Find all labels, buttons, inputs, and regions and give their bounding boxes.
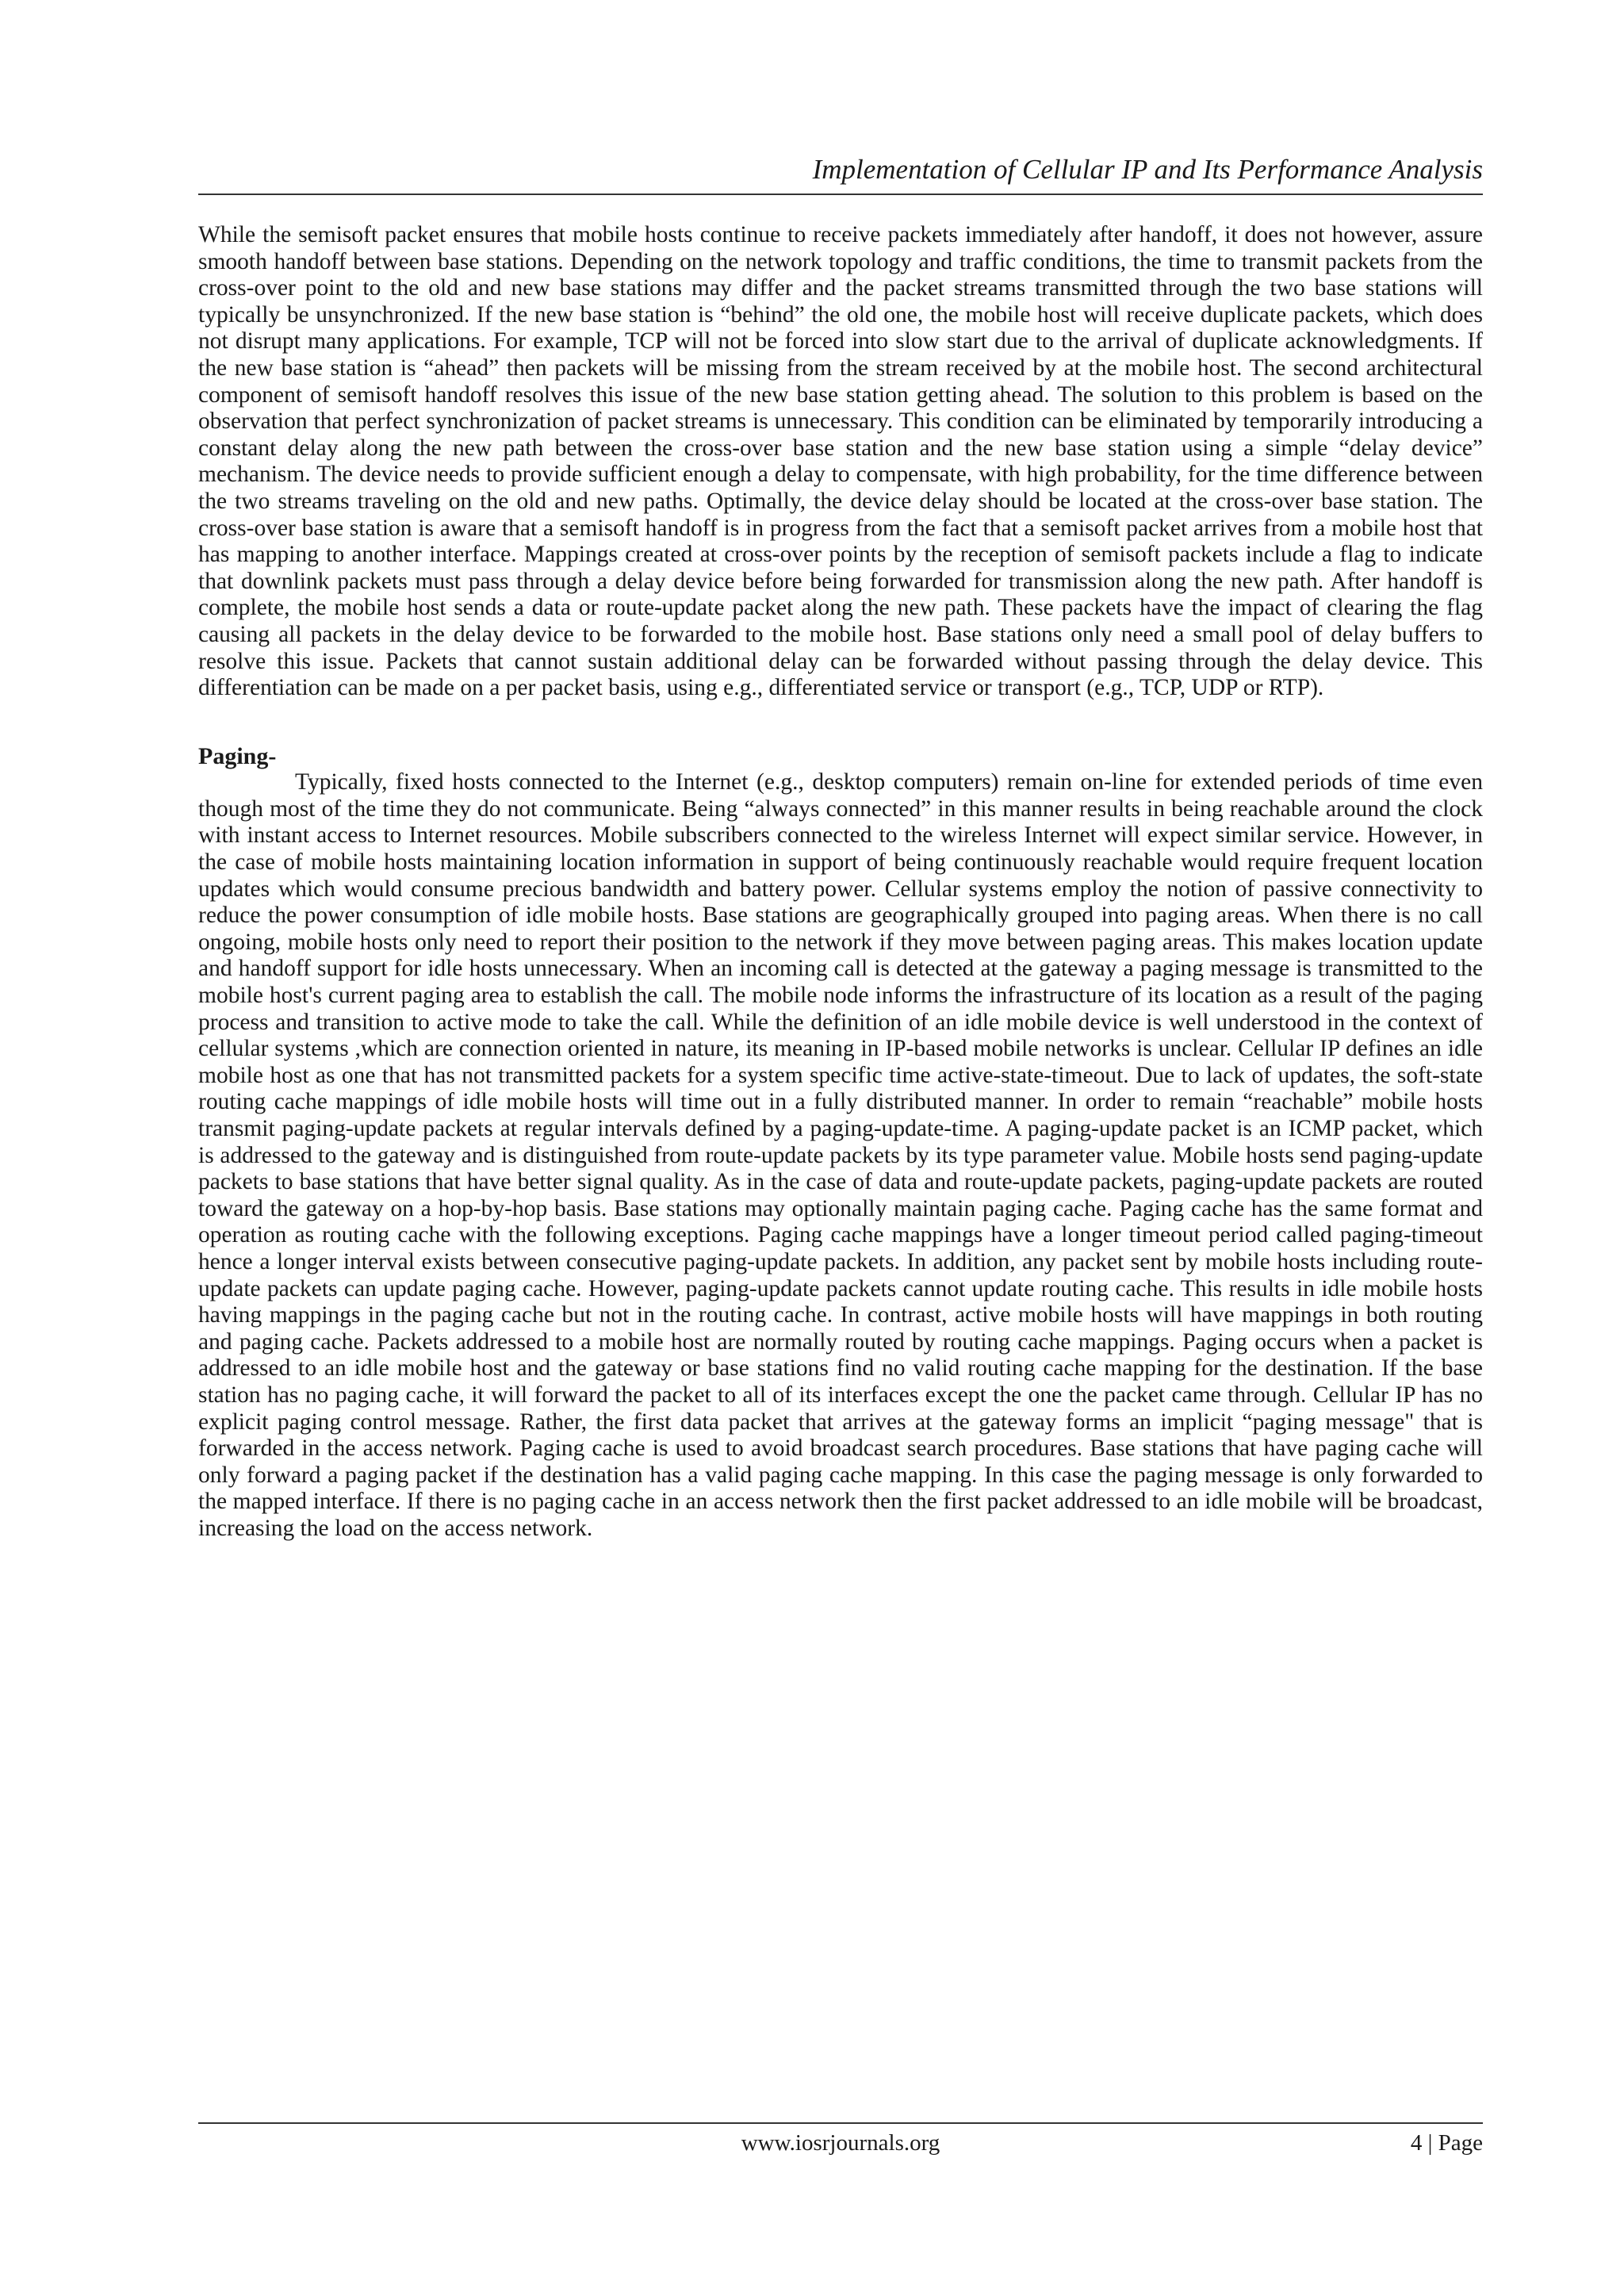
footer-page-number: 4 | Page bbox=[1410, 2130, 1483, 2156]
section-heading-paging: Paging- bbox=[198, 742, 277, 769]
body-paragraph-paging: Typically, fixed hosts connected to the Internet (e.g., desktop computers) remain on-line for extended periods of time even though most of the time they do not communicate. Being “always connected” in this manner results in being reachable around the clock with instant access to Internet resources. Mobile subscribers connected to the wireless Internet will expect similar service. However, in the case of mobile hosts maintaining location information in support of being continuously reachable would require frequent location updates which would consume precious bandwidth and battery power. Cellular systems employ the notion of passive connectivity to reduce the power consumption of idle mobile hosts. Base stations are geographically grouped into paging areas. When there is no call ongoing, mobile hosts only need to report their position to the network if they move between paging areas. This makes location update and handoff support for idle hosts unnecessary. When an incoming call is detected at the gateway a paging message is transmitted to the mobile host's current paging area to establish the call. The mobile node informs the infrastructure of its location as a result of the paging process and transition to active mode to take the call. While the definition of an idle mobile device is well understood in the context of cellular systems ,which are connection oriented in nature, its meaning in IP-based mobile networks is unclear. Cellular IP defines an idle mobile host as one that has not transmitted packets for a system specific time active-state-timeout. Due to lack of updates, the soft-state routing cache mappings of idle mobile hosts will time out in a fully distributed manner. In order to remain “reachable” mobile hosts transmit paging-update packets at regular intervals defined by a paging-update-time. A paging-update packet is an ICMP packet, which is addressed to the gateway and is distinguished from route-update packets by its type parameter value. Mobile hosts send paging-update packets to base stations that have better signal quality. As in the case of data and route-update packets, paging-update packets are routed toward the gateway on a hop-by-hop basis. Base stations may optionally maintain paging cache. Paging cache has the same format and operation as routing cache with the following exceptions. Paging cache mappings have a longer timeout period called paging-timeout hence a longer interval exists between consecutive paging-update packets. In addition, any packet sent by mobile hosts including route-update packets can update paging cache. However, paging-update packets cannot update routing cache. This results in idle mobile hosts having mappings in the paging cache but not in the routing cache. In contrast, active mobile hosts will have mappings in both routing and paging cache. Packets addressed to a mobile host are normally routed by routing cache mappings. Paging occurs when a packet is addressed to an idle mobile host and the gateway or base stations find no valid routing cache mapping for the destination. If the base station has no paging cache, it will forward the packet to all of its interfaces except the one the packet came through. Cellular IP has no explicit paging control message. Rather, the first data packet that arrives at the gateway forms an implicit “paging message" that is forwarded in the access network. Paging cache is used to avoid broadcast search procedures. Base stations that have paging cache will only forward a paging packet if the destination has a valid paging cache mapping. In this case the paging message is only forwarded to the mapped interface. If there is no paging cache in an access network then the first packet addressed to an idle mobile will be broadcast, increasing the load on the access network. bbox=[198, 769, 1483, 1541]
article-body bbox=[198, 222, 1483, 1543]
footer-journal-url[interactable]: www.iosrjournals.org bbox=[741, 2130, 940, 2156]
running-header-title: Implementation of Cellular IP and Its Performance Analysis bbox=[812, 154, 1483, 185]
header-divider bbox=[198, 194, 1483, 195]
footer-divider bbox=[198, 2122, 1483, 2124]
body-paragraph-semisoft-handoff: While the semisoft packet ensures that mobile hosts continue to receive packets immediately after handoff, it does not however, assure smooth handoff between base stations. Depending on the network topology and traffic conditions, the time to transmit packets from the cross-over point to the old and new base stations may differ and the packet streams transmitted through the two base stations will typically be unsynchronized. If the new base station is “behind” the old one, the mobile host will receive duplicate packets, which does not disrupt many applications. For example, TCP will not be forced into slow start due to the arrival of duplicate acknowledgments. If the new base station is “ahead” then packets will be missing from the stream received by at the mobile host. The second architectural component of semisoft handoff resolves this issue of the new base station getting ahead. The solution to this problem is based on the observation that perfect synchronization of packet streams is unnecessary. This condition can be eliminated by temporarily introducing a constant delay along the new path between the cross-over base station and the new base station using a simple “delay device” mechanism. The device needs to provide sufficient enough a delay to compensate, with high probability, for the time difference between the two streams traveling on the old and new paths. Optimally, the device delay should be located at the cross-over base station. The cross-over base station is aware that a semisoft handoff is in progress from the fact that a semisoft packet arrives from a mobile host that has mapping to another interface. Mappings created at cross-over points by the reception of semisoft packets include a flag to indicate that downlink packets must pass through a delay device before being forwarded for transmission along the new path. After handoff is complete, the mobile host sends a data or route-update packet along the new path. These packets have the impact of clearing the flag causing all packets in the delay device to be forwarded to the mobile host. Base stations only need a small pool of delay buffers to resolve this issue. Packets that cannot sustain additional delay can be forwarded without passing through the delay device. This differentiation can be made on a per packet basis, using e.g., differentiated service or transport (e.g., TCP, UDP or RTP). bbox=[198, 222, 1483, 701]
